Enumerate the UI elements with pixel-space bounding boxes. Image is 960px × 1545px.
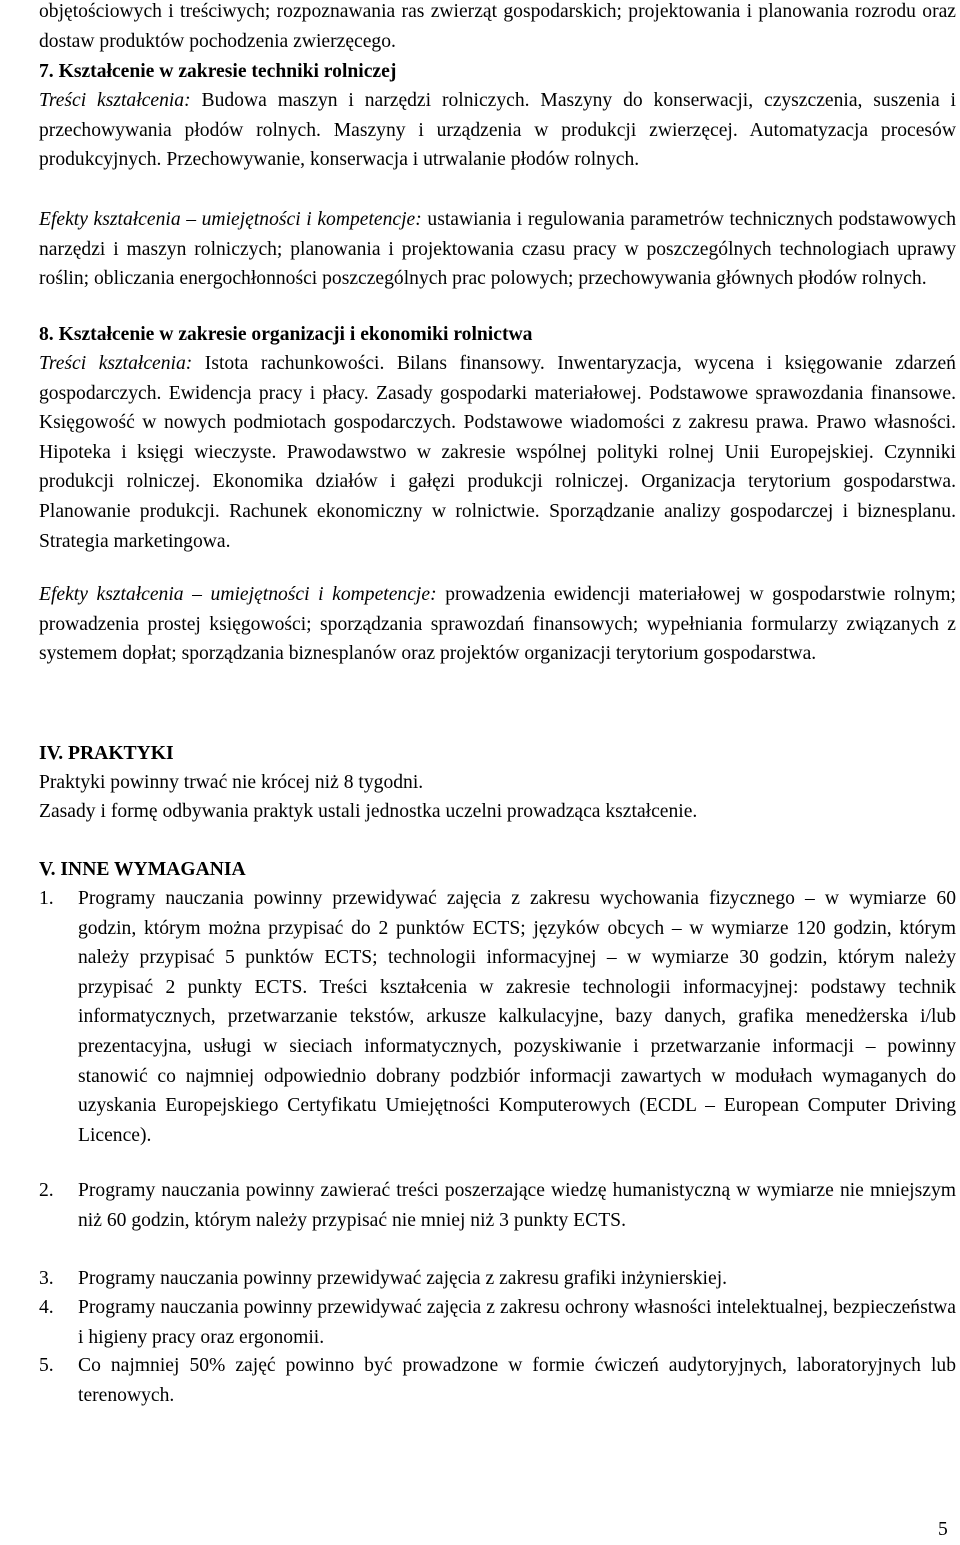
list-item-text: Programy nauczania powinny przewidywać zajęcia z zakresu wychowania fizycznego – w wymiarze 60 godzin, którym można przypisać do 2 punktów ECTS; języków obcych – w wymiarze 120 godzin, którym należy przypisać 5 punktów ECTS; technologii informacyjnej – w wymiarze 30 godzin, którym należy przypisać 2 punkty ECTS. Treści kształcenia w zakresie technologii informacyjnej: podstawy technik informatycznych, przetwarzanie tekstów, arkusze kalkulacyjne, bazy danych, grafika menedżerska i/lub prezentacyjna, usługi w sieciach informatycznych, pozyskiwanie i przetwarzanie informacji – powinny stanowić co najmniej odpowiednio dobrany podzbiór informacji zawartych w modułach wymaganych do uzyskania Europejskiego Certyfikatu Umiejętności Komputerowych (ECDL – European Computer Driving Licence). [78, 888, 956, 1146]
section-8-content-text: Istota rachunkowości. Bilans finansowy. Inwentaryzacja, wycena i księgowanie zdarzeń gospodarczych. Ewidencja pracy i płacy. Zasady gospodarki materiałowej. Podstawowe sprawozdania finansowe. Księgowość w nowych podmiotach gospodarczych. Podstawowe wiadomości z zakresu prawa. Prawo własności. Hipoteka i księgi wieczyste. Prawodawstwo w zakresie wspólnej polityki rolnej Unii Europejskiej. Czynniki produkcji rolniczej. Ekonomika działów i gałęzi produkcji rolniczej. Organizacja terytorium gospodarstwa. Planowanie produkcji. Rachunek ekonomiczny w rolnictwie. Sporządzanie analizy gospodarczej i biznesplanu. Strategia marketingowa. [39, 353, 956, 552]
list-item [39, 1264, 956, 1294]
list-item-text: Programy nauczania powinny przewidywać zajęcia z zakresu ochrony własności intelektualnej, bezpieczeństwa i higieny pracy oraz ergonomii. [78, 1297, 956, 1348]
page-number: 5 [938, 1519, 948, 1540]
list-item [39, 1351, 956, 1410]
section-iv-heading [39, 739, 174, 769]
section-7-title: Kształcenie w zakresie techniki rolniczej [58, 61, 397, 82]
section-iv-line-text: Zasady i formę odbywania praktyk ustali jednostka uczelni prowadząca kształcenie. [39, 801, 698, 822]
section-v-title: V. INNE WYMAGANIA [39, 859, 246, 880]
intro-text: objętościowych i treściwych; rozpoznawania ras zwierząt gospodarskich; projektowania i planowania rozrodu oraz dostaw produktów pochodzenia zwierzęcego. [39, 1, 956, 52]
section-8-content [39, 349, 956, 556]
list-item [39, 884, 956, 1150]
section-iv-title: IV. PRAKTYKI [39, 743, 174, 764]
section-7-heading [39, 57, 396, 87]
section-8-number: 8. [39, 324, 54, 345]
section-v-heading [39, 855, 246, 885]
section-8-content-label: Treści kształcenia: [39, 353, 193, 374]
section-iv-line [39, 797, 697, 827]
list-item-text: Co najmniej 50% zajęć powinno być prowadzone w formie ćwiczeń audytoryjnych, laboratoryjnych lub terenowych. [78, 1355, 956, 1406]
list-item-number: 2. [39, 1180, 54, 1201]
section-8-title: Kształcenie w zakresie organizacji i ekonomiki rolnictwa [58, 324, 533, 345]
list-item-number: 5. [39, 1355, 54, 1376]
intro-paragraph [39, 0, 956, 56]
section-8-effects-label: Efekty kształcenia – umiejętności i kompetencje: [39, 584, 437, 605]
section-7-effects-text: ustawiania i regulowania parametrów technicznych podstawowych narzędzi i maszyn rolniczych; planowania i projektowania czasu pracy w poszczególnych technologiach uprawy roślin; obliczania energochłonności poszczególnych prac polowych; przechowywania głównych płodów rolnych. [39, 209, 956, 290]
section-7-content-text: Budowa maszyn i narzędzi rolniczych. Maszyny do konserwacji, czyszczenia, suszenia i przechowywania płodów rolnych. Maszyny i urządzenia w produkcji zwierzęcej. Automatyzacja procesów produkcyjnych. Przechowywanie, konserwacja i utrwalanie płodów rolnych. [39, 90, 956, 171]
section-7-effects-label: Efekty kształcenia – umiejętności i kompetencje: [39, 209, 422, 230]
list-item-text: Programy nauczania powinny przewidywać zajęcia z zakresu grafiki inżynierskiej. [78, 1268, 728, 1289]
list-item-number: 4. [39, 1297, 54, 1318]
section-7-effects [39, 205, 956, 294]
section-8-heading [39, 320, 532, 350]
section-7-number: 7. [39, 61, 54, 82]
list-item-number: 3. [39, 1268, 54, 1289]
section-7-content-label: Treści kształcenia: [39, 90, 191, 111]
section-8-effects-text: prowadzenia ewidencji materiałowej w gospodarstwie rolnym; prowadzenia prostej księgowości; sporządzania sprawozdań finansowych; wypełniania formularzy związanych z systemem dopłat; sporządzania biznesplanów oraz projektów organizacji terytorium gospodarstwa. [39, 584, 956, 665]
list-item [39, 1293, 956, 1352]
section-7-content [39, 86, 956, 175]
section-iv-line-text: Praktyki powinny trwać nie krócej niż 8 tygodni. [39, 772, 424, 793]
list-item-text: Programy nauczania powinny zawierać treści poszerzające wiedzę humanistyczną w wymiarze nie mniejszym niż 60 godzin, którym należy przypisać nie mniej niż 3 punkty ECTS. [78, 1180, 956, 1231]
list-item [39, 1176, 956, 1235]
section-iv-line [39, 768, 423, 798]
section-8-effects [39, 580, 956, 669]
list-item-number: 1. [39, 888, 54, 909]
